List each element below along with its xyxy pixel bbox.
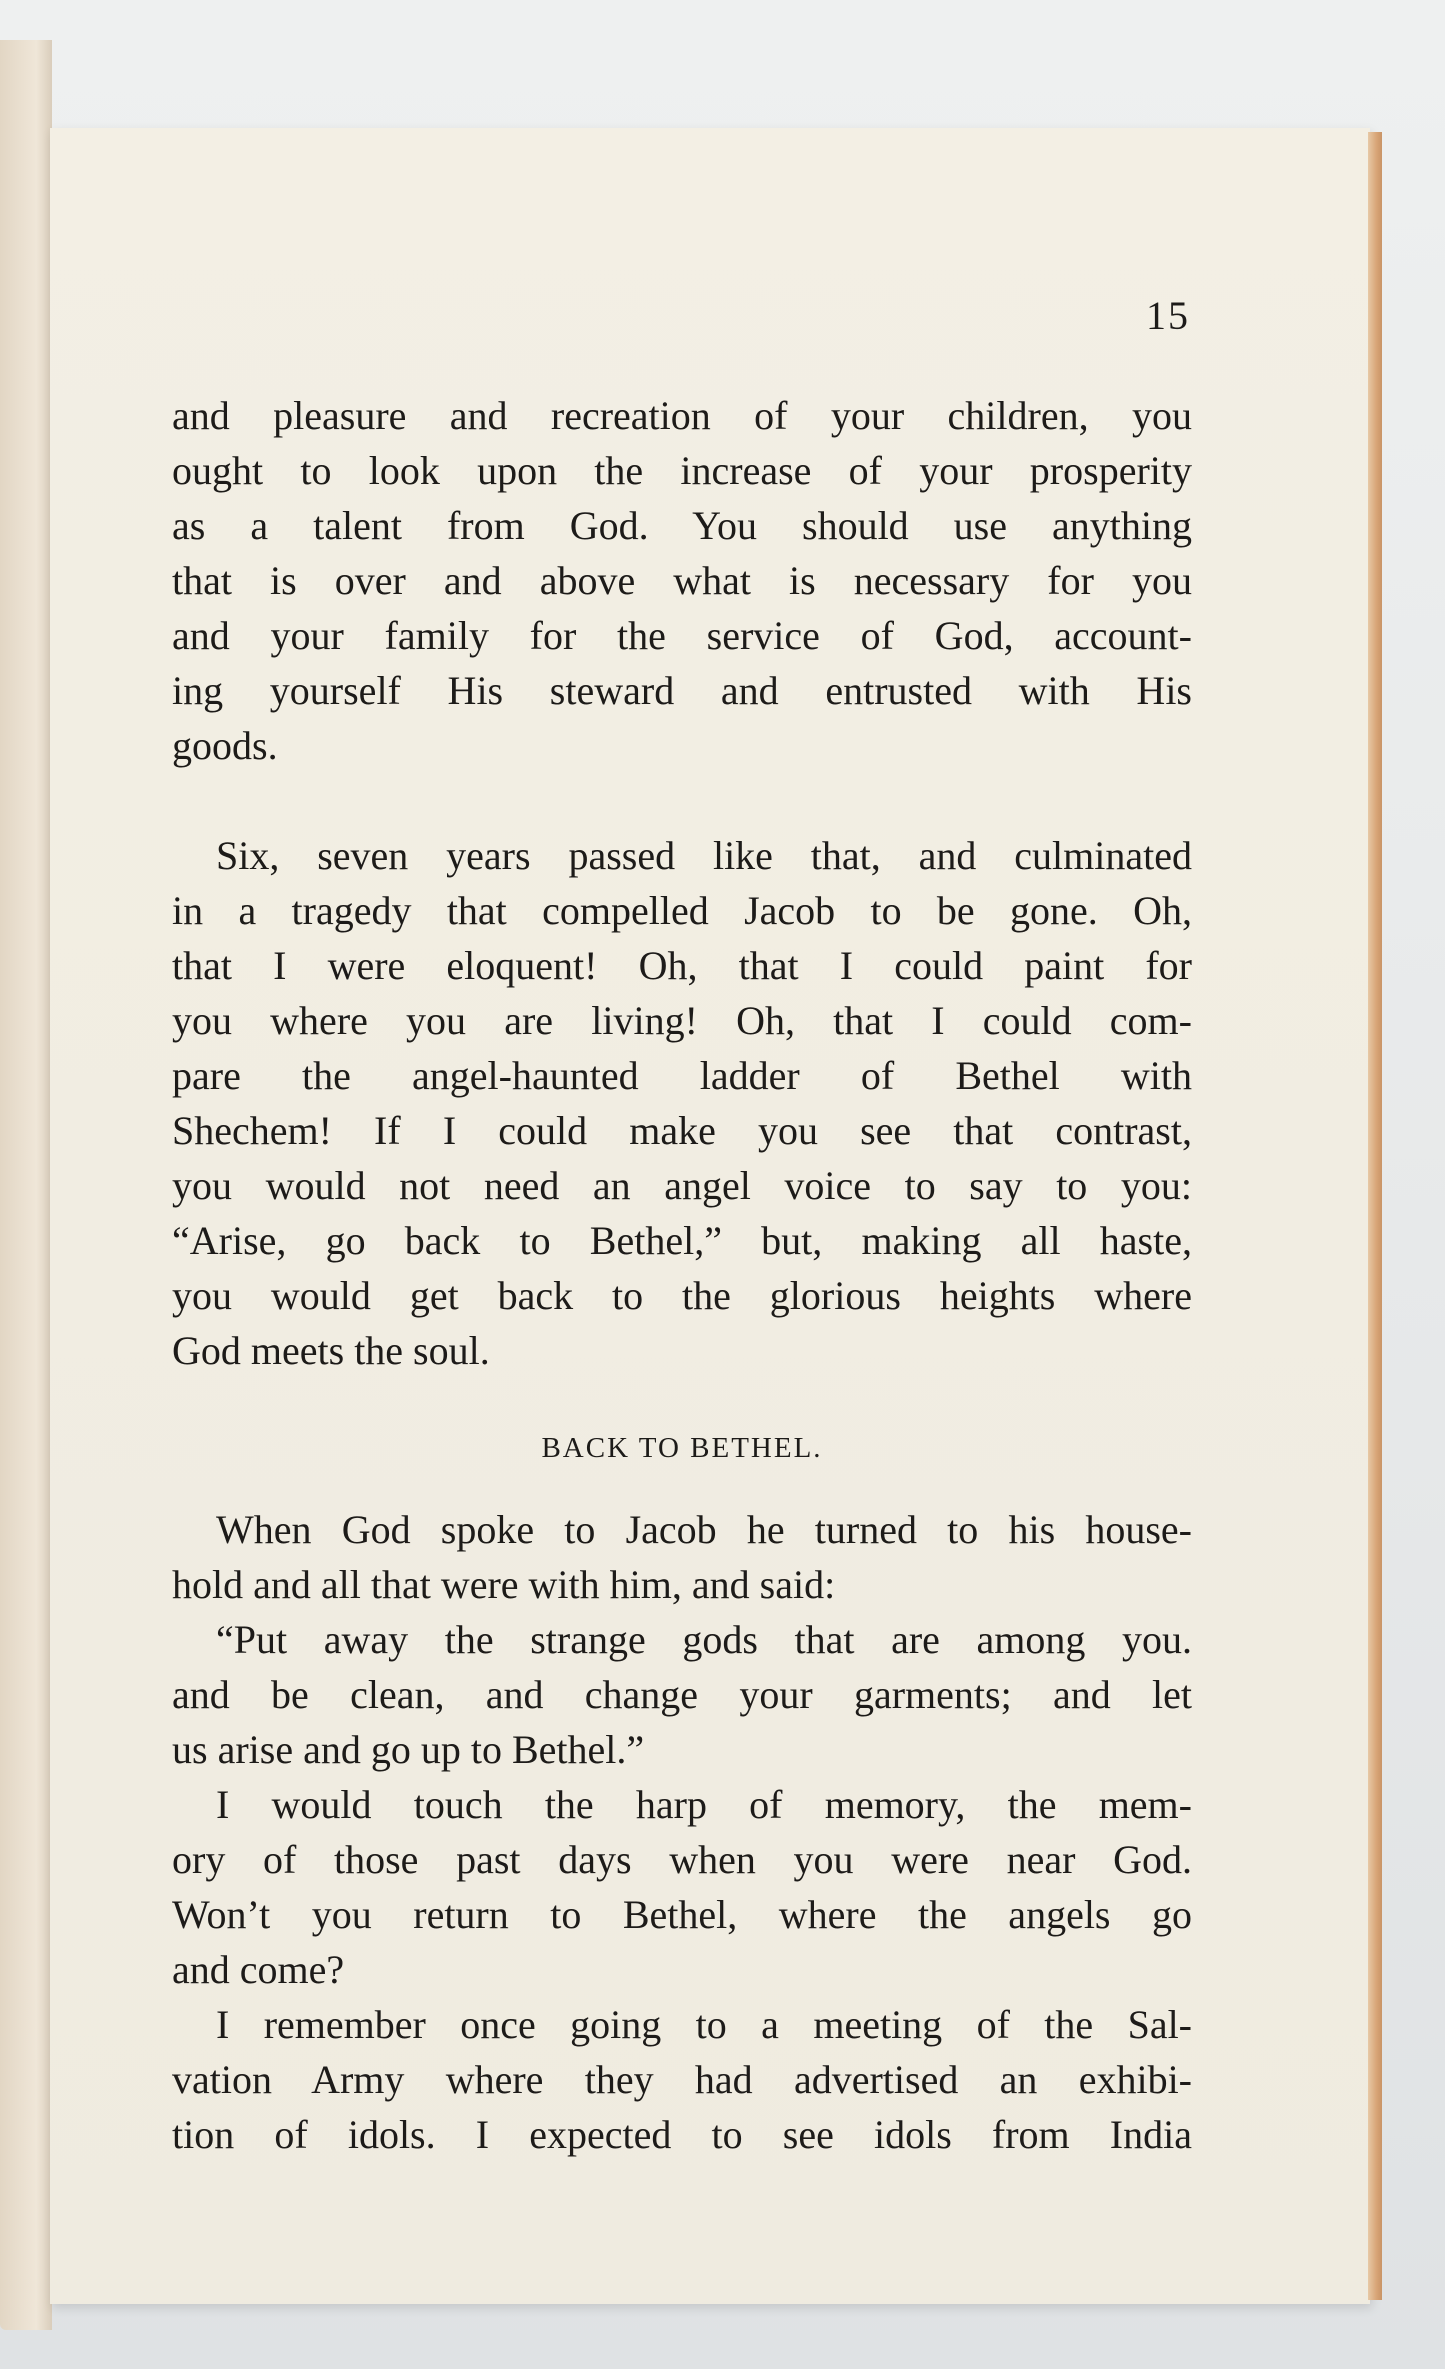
page-number: 15 [1146,293,1190,338]
text-line: “Put away the strange gods that are among you. [216,1617,1192,1662]
text-line: you would not need an angel voice to say to you: [172,1163,1192,1208]
text-line: “Arise, go back to Bethel,” but, making all haste, [172,1218,1192,1263]
text-line: and your family for the service of God, account- [172,613,1192,658]
text-line: vation Army where they had advertised an exhibi- [172,2057,1192,2102]
facing-page-edge [0,40,52,2330]
text-line: that is over and above what is necessary for you [172,558,1192,603]
text-line: and be clean, and change your garments; and let [172,1672,1192,1717]
paragraph-2 [172,828,1192,1378]
text-line: pare the angel-haunted ladder of Bethel with [172,1053,1192,1098]
text-line: ought to look upon the increase of your prosperity [172,448,1192,493]
text-line: as a talent from God. You should use anything [172,503,1192,548]
text-line: When God spoke to Jacob he turned to his house- [216,1507,1192,1552]
text-line: us arise and go up to Bethel.” [172,1727,645,1772]
page-edge [1368,132,1382,2300]
text-line: tion of idols. I expected to see idols from India [172,2112,1192,2157]
text-line: that I were eloquent! Oh, that I could paint for [172,943,1192,988]
text-line: Won’t you return to Bethel, where the angels go [172,1892,1192,1937]
text-line: you where you are living! Oh, that I could com- [172,998,1192,1043]
text-line: hold and all that were with him, and said: [172,1562,836,1607]
text-line: and pleasure and recreation of your children, you [172,393,1192,438]
text-line: I would touch the harp of memory, the mem- [216,1782,1192,1827]
text-line: Six, seven years passed like that, and culminated [216,833,1192,878]
text-line: goods. [172,723,278,768]
text-line: Shechem! If I could make you see that contrast, [172,1108,1192,1153]
section-heading: BACK TO BETHEL. [541,1432,823,1464]
text-line: in a tragedy that compelled Jacob to be gone. Oh, [172,888,1192,933]
text-line: ory of those past days when you were near God. [172,1837,1192,1882]
text-line: I remember once going to a meeting of the Sal- [216,2002,1192,2047]
text-line: God meets the soul. [172,1328,490,1373]
paragraph-1 [172,388,1192,773]
text-line: and come? [172,1947,345,1992]
text-line: ing yourself His steward and entrusted with His [172,668,1192,713]
section-body [172,1502,1192,2162]
text-line: you would get back to the glorious heights where [172,1273,1192,1318]
